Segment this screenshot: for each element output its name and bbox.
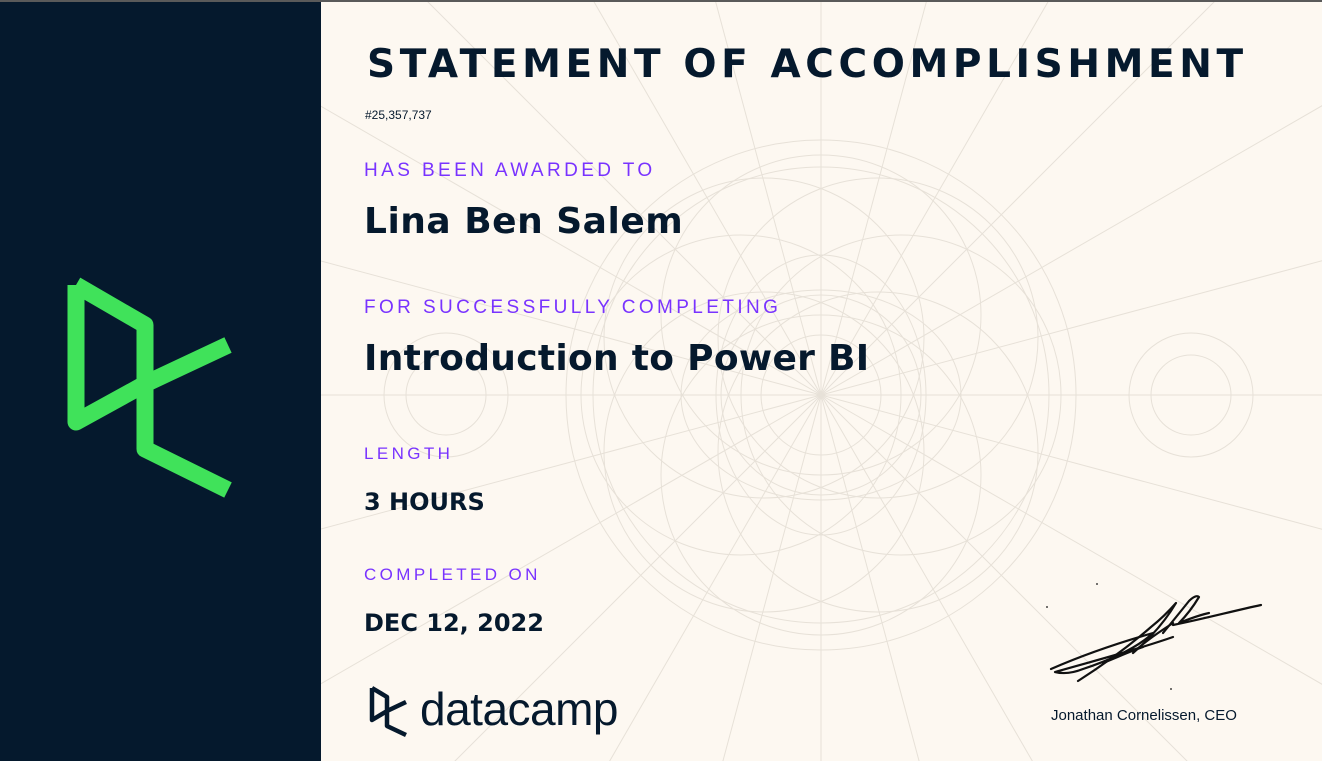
- completing-label: FOR SUCCESSFULLY COMPLETING: [364, 297, 782, 318]
- certificate-id: #25,357,737: [365, 108, 432, 122]
- awarded-label: HAS BEEN AWARDED TO: [364, 160, 656, 181]
- signer-name: Jonathan Cornelissen, CEO: [1051, 707, 1237, 724]
- brand-logo: [368, 682, 638, 742]
- recipient-name: Lina Ben Salem: [364, 201, 684, 242]
- left-panel: [0, 2, 321, 761]
- certificate-title: STATEMENT OF ACCOMPLISHMENT: [367, 42, 1248, 87]
- completed-date: DEC 12, 2022: [364, 609, 544, 637]
- signature-icon: [1043, 577, 1268, 697]
- course-name: Introduction to Power BI: [364, 338, 870, 379]
- length-label: LENGTH: [364, 444, 454, 463]
- certificate-body: [321, 2, 1322, 761]
- brand-name: datacamp: [420, 683, 619, 735]
- length-value: 3 HOURS: [364, 488, 485, 516]
- datacamp-logo-icon: [368, 684, 410, 738]
- completed-label: COMPLETED ON: [364, 565, 541, 584]
- datacamp-logo-icon: [58, 267, 243, 502]
